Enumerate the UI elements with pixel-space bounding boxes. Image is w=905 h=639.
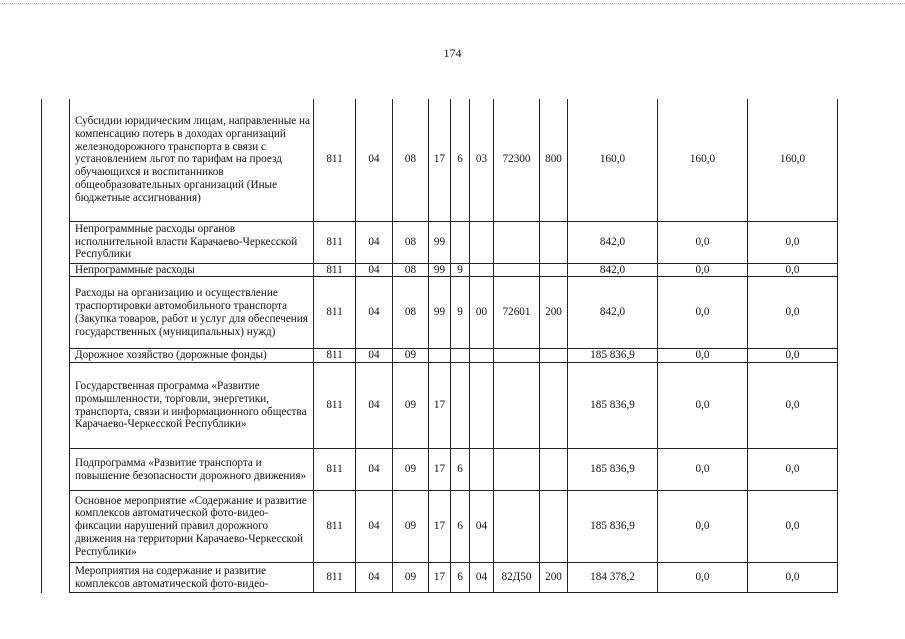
code-cell [470, 363, 494, 449]
row-margin-cell [42, 563, 70, 593]
expense-name-cell: Подпрограмма «Развитие транспорта и повышение безопасности дорожного движения» [70, 449, 314, 491]
row-margin-cell [42, 449, 70, 491]
expense-name-cell: Непрограммные расходы [70, 263, 314, 277]
table-row [42, 99, 838, 221]
code-cell [540, 349, 568, 363]
expense-name-cell: Мероприятия на содержание и развитие комплексов автоматической фото-видео- [70, 563, 314, 593]
code-cell: 99 [429, 221, 451, 263]
table-row [42, 363, 838, 449]
amount-cell: 185 836,9 [568, 491, 658, 563]
code-cell: 72601 [494, 277, 540, 349]
code-cell: 08 [393, 99, 429, 221]
code-cell: 82Д50 [494, 563, 540, 593]
code-cell: 04 [356, 263, 393, 277]
amount-cell: 0,0 [748, 221, 838, 263]
code-cell [540, 491, 568, 563]
code-cell: 800 [540, 99, 568, 221]
expense-name-cell: Государственная программа «Развитие промышленности, торговли, энергетики, транспорта, связи и информационного общества Карачаево-Черкесской Республики» [70, 363, 314, 449]
code-cell [429, 349, 451, 363]
expense-name-cell: Основное мероприятие «Содержание и развитие комплексов автоматической фото-видео-фиксации нарушений правил дорожного движения на территории Карачаево-Черкесской Республики» [70, 491, 314, 563]
code-cell: 00 [470, 277, 494, 349]
code-cell: 04 [356, 563, 393, 593]
amount-cell: 0,0 [748, 491, 838, 563]
amount-cell: 0,0 [658, 349, 748, 363]
code-cell: 811 [314, 363, 356, 449]
code-cell [451, 363, 470, 449]
table-row [42, 349, 838, 363]
code-cell: 09 [393, 363, 429, 449]
amount-cell: 160,0 [748, 99, 838, 221]
code-cell [540, 221, 568, 263]
code-cell: 09 [393, 349, 429, 363]
expense-name-cell: Дорожное хозяйство (дорожные фонды) [70, 349, 314, 363]
code-cell: 811 [314, 277, 356, 349]
code-cell: 811 [314, 449, 356, 491]
code-cell: 17 [429, 363, 451, 449]
code-cell [470, 221, 494, 263]
code-cell: 200 [540, 277, 568, 349]
expense-name-cell: Непрограммные расходы органов исполнительной власти Карачаево-Черкесской Республики [70, 221, 314, 263]
scan-top-edge [0, 3, 905, 4]
code-cell [494, 449, 540, 491]
code-cell: 08 [393, 221, 429, 263]
page-number: 174 [443, 46, 462, 60]
code-cell: 04 [356, 221, 393, 263]
code-cell: 6 [451, 99, 470, 221]
code-cell [451, 221, 470, 263]
code-cell: 811 [314, 349, 356, 363]
code-cell: 6 [451, 449, 470, 491]
amount-cell: 0,0 [748, 449, 838, 491]
row-margin-cell [42, 263, 70, 277]
code-cell: 811 [314, 221, 356, 263]
code-cell [470, 349, 494, 363]
budget-table [41, 99, 838, 593]
code-cell: 04 [470, 491, 494, 563]
code-cell: 08 [393, 277, 429, 349]
code-cell: 09 [393, 563, 429, 593]
table-row [42, 563, 838, 593]
code-cell: 03 [470, 99, 494, 221]
amount-cell: 0,0 [748, 263, 838, 277]
amount-cell: 160,0 [568, 99, 658, 221]
row-margin-cell [42, 99, 70, 221]
code-cell [470, 449, 494, 491]
amount-cell: 0,0 [748, 349, 838, 363]
code-cell: 17 [429, 563, 451, 593]
amount-cell: 160,0 [658, 99, 748, 221]
code-cell: 04 [356, 449, 393, 491]
amount-cell: 0,0 [658, 221, 748, 263]
code-cell: 811 [314, 563, 356, 593]
amount-cell: 0,0 [658, 363, 748, 449]
row-margin-cell [42, 221, 70, 263]
code-cell [494, 221, 540, 263]
code-cell: 6 [451, 563, 470, 593]
table-row [42, 277, 838, 349]
table-row [42, 263, 838, 277]
amount-cell: 842,0 [568, 277, 658, 349]
code-cell: 9 [451, 277, 470, 349]
code-cell: 811 [314, 491, 356, 563]
table-row [42, 449, 838, 491]
code-cell: 04 [356, 99, 393, 221]
code-cell [451, 349, 470, 363]
row-margin-cell [42, 491, 70, 563]
code-cell [494, 363, 540, 449]
code-cell: 17 [429, 449, 451, 491]
code-cell: 04 [356, 277, 393, 349]
code-cell: 17 [429, 491, 451, 563]
amount-cell: 185 836,9 [568, 349, 658, 363]
amount-cell: 0,0 [658, 277, 748, 349]
code-cell: 99 [429, 277, 451, 349]
code-cell: 04 [356, 349, 393, 363]
amount-cell: 842,0 [568, 221, 658, 263]
amount-cell: 185 836,9 [568, 363, 658, 449]
code-cell: 811 [314, 99, 356, 221]
code-cell [540, 449, 568, 491]
row-margin-cell [42, 363, 70, 449]
amount-cell: 842,0 [568, 263, 658, 277]
code-cell [540, 263, 568, 277]
code-cell [494, 263, 540, 277]
amount-cell: 0,0 [748, 277, 838, 349]
row-margin-cell [42, 349, 70, 363]
row-margin-cell [42, 277, 70, 349]
code-cell: 04 [356, 363, 393, 449]
amount-cell: 184 378,2 [568, 563, 658, 593]
code-cell: 09 [393, 449, 429, 491]
amount-cell: 0,0 [658, 263, 748, 277]
code-cell: 04 [470, 563, 494, 593]
amount-cell: 0,0 [658, 449, 748, 491]
table-body [42, 99, 838, 593]
code-cell: 09 [393, 491, 429, 563]
table-row [42, 221, 838, 263]
amount-cell: 0,0 [658, 563, 748, 593]
code-cell [494, 349, 540, 363]
code-cell: 99 [429, 263, 451, 277]
code-cell: 04 [356, 491, 393, 563]
expense-name-cell: Субсидии юридическим лицам, направленные на компенсацию потерь в доходах организаций железнодорожного транспорта в связи с установлением льгот по тарифам на проезд обучающихся и воспитанников общеобразовательных организаций (Иные бюджетные ассигнования) [70, 99, 314, 221]
code-cell [494, 491, 540, 563]
amount-cell: 185 836,9 [568, 449, 658, 491]
code-cell: 200 [540, 563, 568, 593]
code-cell: 811 [314, 263, 356, 277]
amount-cell: 0,0 [748, 563, 838, 593]
amount-cell: 0,0 [658, 491, 748, 563]
table-row [42, 491, 838, 563]
code-cell [470, 263, 494, 277]
code-cell: 17 [429, 99, 451, 221]
code-cell [540, 363, 568, 449]
expense-name-cell: Расходы на организацию и осуществление траспортировки автомобильного транспорта (Закупка товаров, работ и услуг для обеспечения государственных (муниципальных) нужд) [70, 277, 314, 349]
code-cell: 6 [451, 491, 470, 563]
code-cell: 9 [451, 263, 470, 277]
code-cell: 72300 [494, 99, 540, 221]
amount-cell: 0,0 [748, 363, 838, 449]
code-cell: 08 [393, 263, 429, 277]
